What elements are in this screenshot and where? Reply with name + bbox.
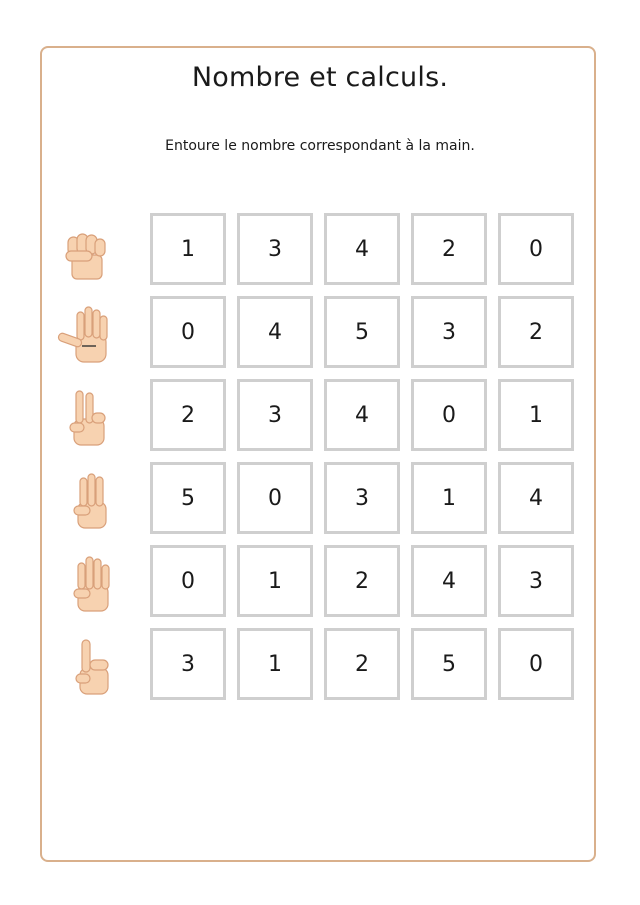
number-choice[interactable]: 5 (324, 296, 400, 368)
number-choice[interactable]: 3 (411, 296, 487, 368)
number-choice[interactable]: 1 (237, 628, 313, 700)
one-finger-hand-icon (56, 634, 120, 698)
number-choice[interactable]: 3 (150, 628, 226, 700)
number-choice[interactable]: 0 (150, 296, 226, 368)
number-choice[interactable]: 0 (498, 213, 574, 285)
number-choice[interactable]: 2 (411, 213, 487, 285)
number-choice[interactable]: 4 (324, 213, 400, 285)
fist-hand-icon (56, 219, 120, 283)
worksheet-frame (40, 46, 596, 862)
exercise-row (56, 213, 586, 285)
number-choice[interactable]: 0 (498, 628, 574, 700)
number-choice[interactable]: 3 (237, 213, 313, 285)
number-choice[interactable]: 1 (411, 462, 487, 534)
instruction-text: Entoure le nombre correspondant à la main. (165, 138, 475, 154)
exercise-row (56, 296, 586, 368)
exercise-row (56, 379, 586, 451)
number-choice[interactable]: 2 (324, 628, 400, 700)
four-fingers-hand-icon (56, 551, 120, 615)
exercise-row (56, 628, 586, 700)
number-choice[interactable]: 1 (498, 379, 574, 451)
number-choice[interactable]: 4 (411, 545, 487, 617)
number-choice[interactable]: 0 (237, 462, 313, 534)
number-choice[interactable]: 5 (150, 462, 226, 534)
number-choice[interactable]: 4 (237, 296, 313, 368)
three-fingers-hand-icon (56, 468, 120, 532)
number-choice[interactable]: 2 (324, 545, 400, 617)
exercise-row (56, 462, 586, 534)
page-title: Nombre et calculs. (191, 62, 449, 93)
number-choice[interactable]: 3 (237, 379, 313, 451)
number-choice[interactable]: 3 (498, 545, 574, 617)
number-choice[interactable]: 2 (150, 379, 226, 451)
number-choice[interactable]: 2 (498, 296, 574, 368)
number-choice[interactable]: 4 (498, 462, 574, 534)
number-choice[interactable]: 0 (411, 379, 487, 451)
number-choice[interactable]: 1 (150, 213, 226, 285)
number-choice[interactable]: 1 (237, 545, 313, 617)
two-fingers-hand-icon (56, 385, 120, 449)
number-choice[interactable]: 0 (150, 545, 226, 617)
five-fingers-hand-icon (56, 302, 120, 366)
number-choice[interactable]: 3 (324, 462, 400, 534)
exercise-row (56, 545, 586, 617)
number-choice[interactable]: 5 (411, 628, 487, 700)
number-choice[interactable]: 4 (324, 379, 400, 451)
